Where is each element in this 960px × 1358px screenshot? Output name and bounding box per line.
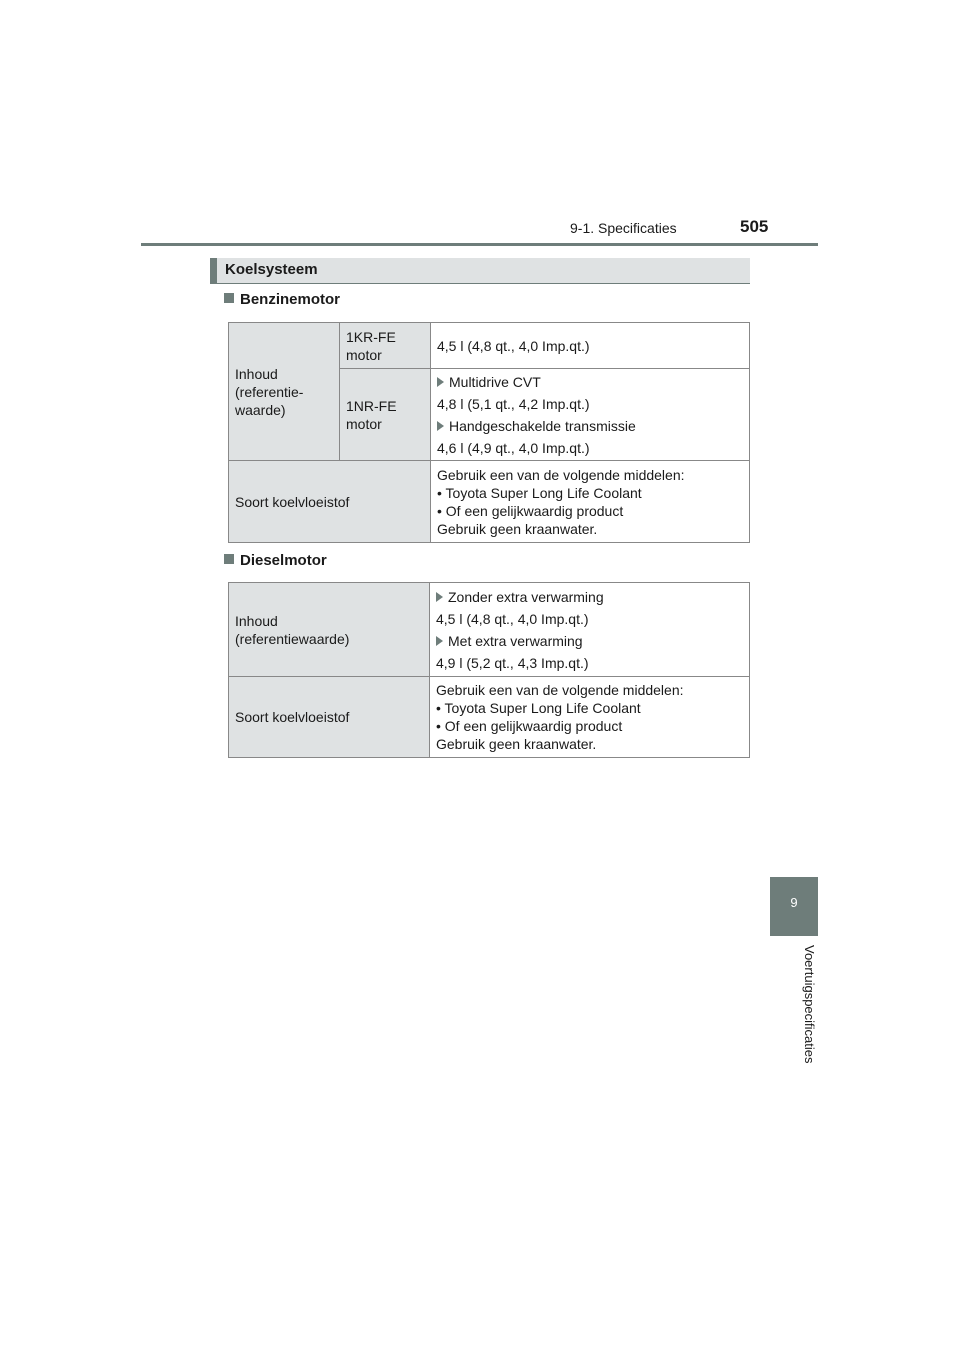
coolant-line: Gebruik geen kraanwater. — [436, 736, 597, 752]
chapter-tab[interactable] — [770, 877, 818, 936]
triangle-bullet-icon — [436, 636, 443, 646]
triangle-bullet-icon — [436, 592, 443, 602]
square-bullet-icon — [224, 293, 234, 303]
coolant-line: Gebruik een van de volgende middelen: — [436, 682, 684, 698]
option-label: Multidrive CVT — [449, 373, 541, 390]
table-row — [229, 461, 750, 543]
table-row — [229, 323, 750, 369]
coolant-line: Gebruik een van de volgende middelen: — [437, 466, 685, 483]
option-label: Handgeschakelde transmissie — [449, 417, 636, 434]
chapter-number: 9 — [790, 895, 798, 910]
coolant-label: Soort koelvloeistof — [229, 461, 431, 543]
page-number: 505 — [740, 217, 769, 236]
option-line — [437, 417, 743, 435]
subheading-diesel-text: Dieselmotor — [240, 552, 327, 569]
capacity-label: Inhoud (referentie- waarde) — [229, 323, 340, 461]
section-title: Koelsysteem — [225, 261, 318, 278]
option-value: 4,9 l (5,2 qt., 4,3 Imp.qt.) — [436, 654, 589, 671]
gasoline-table — [228, 322, 750, 543]
coolant-info — [431, 461, 750, 543]
triangle-bullet-icon — [437, 421, 444, 431]
coolant-line: • Of een gelijkwaardig product — [436, 718, 623, 734]
coolant-line: • Toyota Super Long Life Coolant — [436, 700, 641, 716]
engine-1kr-label: 1KR-FE motor — [340, 323, 431, 369]
option-line — [436, 632, 743, 650]
header-rule — [141, 243, 818, 246]
option-line — [436, 588, 743, 606]
triangle-bullet-icon — [437, 377, 444, 387]
table-row — [229, 583, 750, 677]
capacity-label: Inhoud (referentiewaarde) — [229, 583, 430, 677]
option-value: 4,8 l (5,1 qt., 4,2 Imp.qt.) — [437, 395, 590, 412]
engine-1nr-label: 1NR-FE motor — [340, 369, 431, 461]
option-label: Zonder extra verwarming — [448, 588, 604, 605]
section-header: 9-1. Specificaties — [570, 220, 677, 236]
coolant-line: • Toyota Super Long Life Coolant — [437, 484, 642, 501]
subheading-diesel — [224, 552, 327, 569]
coolant-line: • Of een gelijkwaardig product — [437, 502, 624, 519]
subheading-gasoline — [224, 291, 340, 308]
engine-1nr-values — [431, 369, 750, 461]
option-value: 4,6 l (4,9 qt., 4,0 Imp.qt.) — [437, 439, 590, 456]
section-title-bar — [210, 258, 750, 284]
chapter-title: Voertuigspecificaties — [802, 945, 817, 1064]
square-bullet-icon — [224, 554, 234, 564]
table-row — [229, 677, 750, 758]
capacity-values — [430, 583, 750, 677]
option-line — [437, 373, 743, 391]
coolant-info — [430, 677, 750, 758]
engine-1kr-value: 4,5 l (4,8 qt., 4,0 Imp.qt.) — [431, 323, 750, 369]
diesel-table — [228, 582, 750, 758]
coolant-label: Soort koelvloeistof — [229, 677, 430, 758]
subheading-gasoline-text: Benzinemotor — [240, 291, 341, 308]
option-label: Met extra verwarming — [448, 632, 583, 649]
coolant-line: Gebruik geen kraanwater. — [437, 520, 598, 537]
option-value: 4,5 l (4,8 qt., 4,0 Imp.qt.) — [436, 610, 589, 627]
